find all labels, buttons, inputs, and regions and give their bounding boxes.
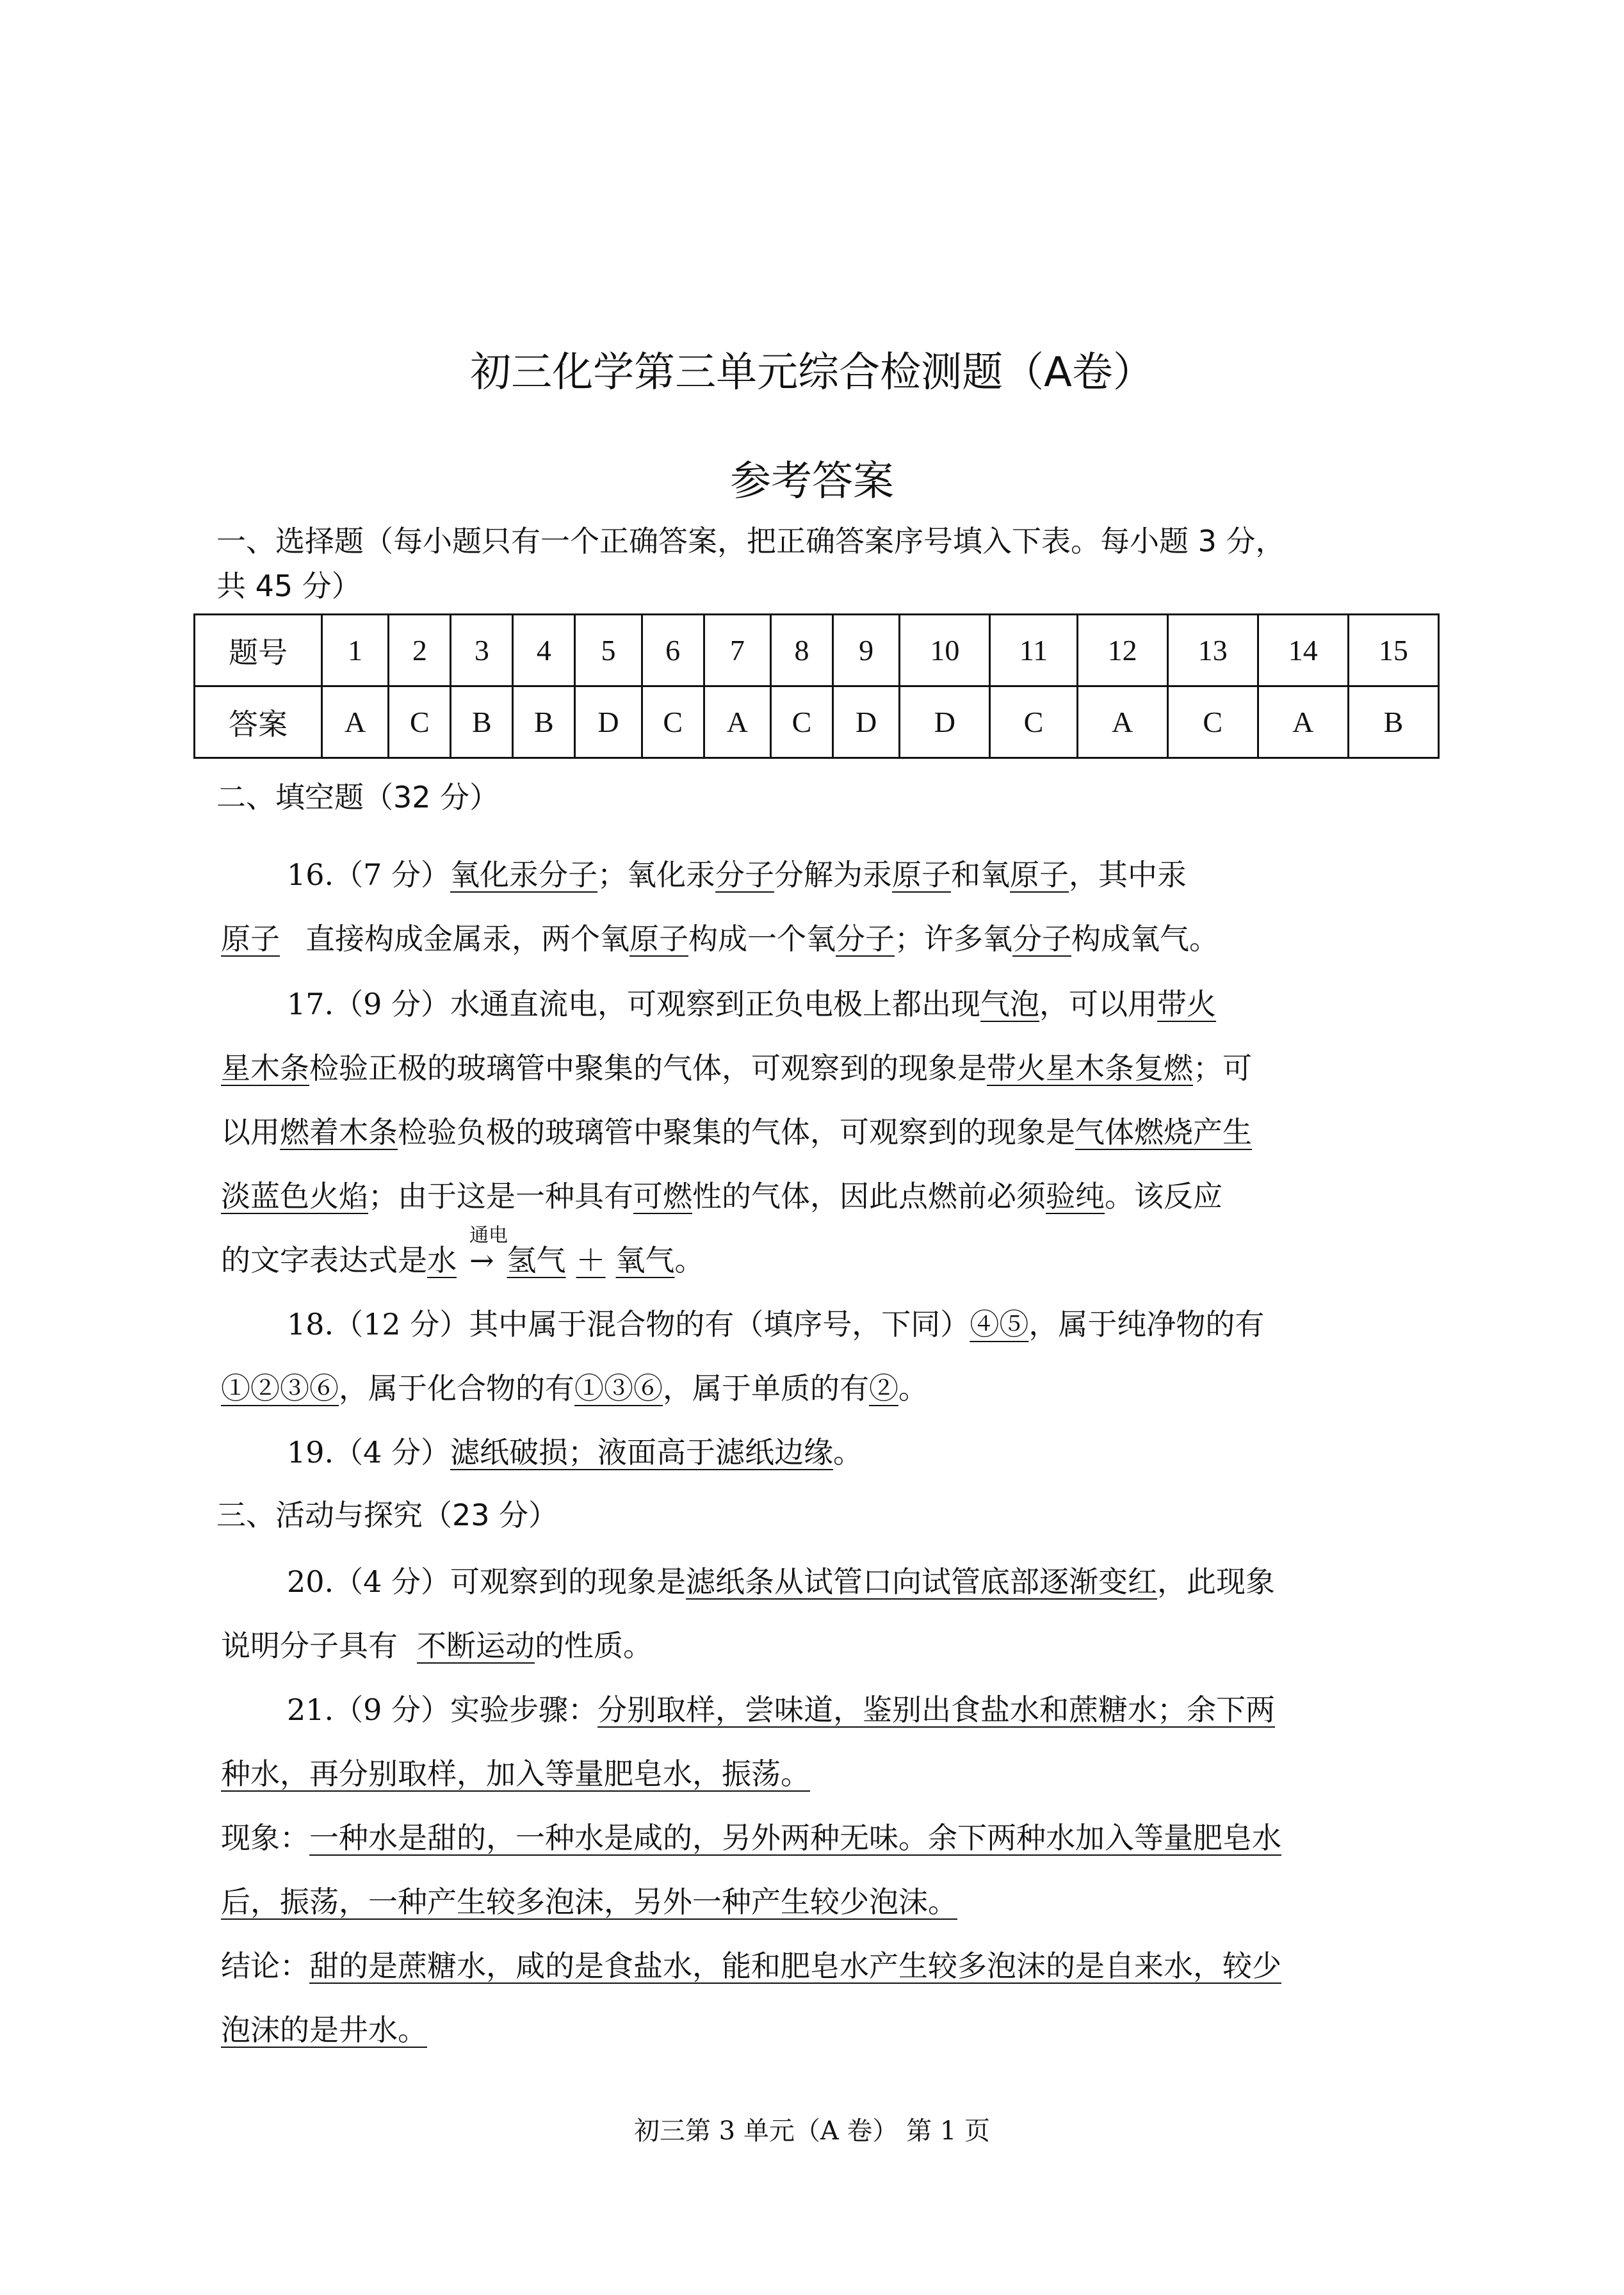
table-cell-answer: A bbox=[704, 686, 770, 758]
q17-line5: 的文字表达式是水 通电 → 氢气 ＋ 氧气。 bbox=[221, 1241, 704, 1279]
q21-line5: 结论：甜的是蔗糖水，咸的是食盐水，能和肥皂水产生较多泡沫的是自来水，较少 bbox=[221, 1949, 1281, 1983]
answer-blank: 分子 bbox=[1012, 921, 1071, 956]
q19-line1: 19.（4 分）滤纸破损；液面高于滤纸边缘。 bbox=[287, 1435, 863, 1470]
answer-blank: 滤纸破损；液面高于滤纸边缘 bbox=[450, 1435, 834, 1470]
table-cell-answer: C bbox=[642, 686, 704, 758]
answer-blank: 带火星木条复燃 bbox=[987, 1051, 1193, 1085]
table-cell-number: 5 bbox=[575, 615, 642, 686]
answer-blank: 原子 bbox=[892, 857, 952, 892]
section1-heading-line2: 共 45 分） bbox=[216, 569, 361, 603]
table-cell-number: 9 bbox=[832, 615, 899, 686]
answer-blank: 种水，再分别取样，加入等量肥皂水，振荡。 bbox=[221, 1756, 810, 1791]
answer-blank: 原子 bbox=[1010, 857, 1069, 892]
q16-line1: 16.（7 分）氧化汞分子；氧化汞分子分解为汞原子和氧原子，其中汞 bbox=[287, 857, 1187, 892]
table-cell-number: 4 bbox=[513, 615, 575, 686]
table-cell-answer: D bbox=[900, 686, 990, 758]
row-label-number: 题号 bbox=[195, 615, 322, 686]
section1-heading-line1: 一、选择题（每小题只有一个正确答案，把正确答案序号填入下表。每小题 3 分， bbox=[216, 524, 1285, 558]
word-equation: 水 通电 → 氢气 ＋ 氧气 bbox=[427, 1243, 675, 1277]
table-cell-answer: C bbox=[1167, 686, 1258, 758]
table-row-numbers bbox=[195, 615, 1439, 686]
table-cell-number: 7 bbox=[704, 615, 770, 686]
table-cell-number: 15 bbox=[1348, 615, 1438, 686]
answer-blank: ② bbox=[869, 1371, 898, 1406]
section2-heading: 二、填空题（32 分） bbox=[216, 780, 499, 815]
table-cell-number: 11 bbox=[990, 615, 1077, 686]
answer-blank: 泡沫的是井水。 bbox=[221, 2013, 427, 2047]
table-cell-answer: B bbox=[513, 686, 575, 758]
answer-blank: 不断运动 bbox=[417, 1628, 535, 1663]
answer-blank: ④⑤ bbox=[970, 1307, 1029, 1342]
table-cell-answer: A bbox=[1258, 686, 1348, 758]
table-cell-answer: A bbox=[1077, 686, 1167, 758]
table-cell-number: 13 bbox=[1167, 615, 1258, 686]
table-cell-answer: D bbox=[832, 686, 899, 758]
answer-blank: 分别取样，尝味道，鉴别出食盐水和蔗糖水；余下两 bbox=[597, 1692, 1276, 1727]
answer-blank: 气泡 bbox=[980, 987, 1040, 1021]
q21-line4 bbox=[221, 1883, 957, 1921]
answer-blank: 可燃 bbox=[633, 1179, 692, 1213]
answer-blank: 原子 bbox=[221, 921, 280, 956]
answer-blank: 滤纸条从试管口向试管底部逐渐变红 bbox=[686, 1564, 1158, 1599]
q21-line2 bbox=[221, 1755, 810, 1793]
answer-blank: 气体燃烧产生 bbox=[1075, 1115, 1252, 1149]
table-cell-number: 10 bbox=[900, 615, 990, 686]
section3-heading: 三、活动与探究（23 分） bbox=[216, 1498, 558, 1532]
page-title: 初三化学第三单元综合检测题（A卷） bbox=[470, 349, 1154, 396]
table-cell-number: 1 bbox=[322, 615, 389, 686]
page-footer: 初三第 3 单元（A 卷） 第 1 页 bbox=[633, 2116, 991, 2146]
q20-line2: 说明分子具有 不断运动的性质。 bbox=[221, 1628, 653, 1663]
q16-line2: 原子 直接构成金属汞，两个氧原子构成一个氧分子；许多氧分子构成氧气。 bbox=[221, 921, 1219, 956]
answer-table bbox=[193, 613, 1440, 759]
q21-line3: 现象：一种水是甜的，一种水是咸的，另外两种无味。余下两种水加入等量肥皂水 bbox=[221, 1821, 1281, 1855]
q21-line1: 21.（9 分）实验步骤：分别取样，尝味道，鉴别出食盐水和蔗糖水；余下两 bbox=[287, 1692, 1276, 1727]
answer-blank: 燃着木条 bbox=[280, 1115, 398, 1149]
table-cell-answer: B bbox=[1348, 686, 1438, 758]
table-row-answers bbox=[195, 686, 1439, 758]
page-subtitle: 参考答案 bbox=[730, 458, 894, 505]
q17-line3: 以用燃着木条检验负极的玻璃管中聚集的气体，可观察到的现象是气体燃烧产生 bbox=[221, 1115, 1252, 1149]
q17-line1: 17.（9 分）水通直流电，可观察到正负电极上都出现气泡，可以用带火 bbox=[287, 987, 1217, 1021]
answer-blank: 淡蓝色火焰 bbox=[221, 1179, 368, 1213]
table-cell-answer: C bbox=[389, 686, 451, 758]
q20-line1: 20.（4 分）可观察到的现象是滤纸条从试管口向试管底部逐渐变红，此现象 bbox=[287, 1564, 1276, 1599]
table-cell-number: 6 bbox=[642, 615, 704, 686]
q17-line4: 淡蓝色火焰；由于这是一种具有可燃性的气体，因此点燃前必须验纯。该反应 bbox=[221, 1179, 1222, 1213]
answer-blank: 氧化汞分子 bbox=[450, 857, 598, 892]
table-cell-answer: A bbox=[322, 686, 389, 758]
q21-line6 bbox=[221, 2011, 427, 2049]
table-cell-number: 8 bbox=[770, 615, 832, 686]
table-cell-answer: C bbox=[770, 686, 832, 758]
answer-blank: 带火 bbox=[1157, 987, 1217, 1021]
answer-blank: ①③⑥ bbox=[574, 1371, 663, 1406]
q18-line1: 18.（12 分）其中属于混合物的有（填序号，下同）④⑤，属于纯净物的有 bbox=[287, 1307, 1265, 1342]
table-cell-answer: B bbox=[451, 686, 513, 758]
answer-blank: 验纯 bbox=[1046, 1179, 1105, 1213]
reaction-condition: 通电 bbox=[469, 1224, 508, 1247]
table-cell-number: 12 bbox=[1077, 615, 1167, 686]
table-cell-number: 14 bbox=[1258, 615, 1348, 686]
answer-blank: 分子 bbox=[715, 857, 775, 892]
answer-blank: 原子 bbox=[629, 921, 688, 956]
q18-line2: ①②③⑥，属于化合物的有①③⑥，属于单质的有②。 bbox=[221, 1371, 928, 1406]
answer-blank: 一种水是甜的，一种水是咸的，另外两种无味。余下两种水加入等量肥皂水 bbox=[309, 1821, 1281, 1855]
answer-blank: ①②③⑥ bbox=[221, 1371, 339, 1406]
table-cell-answer: C bbox=[990, 686, 1077, 758]
row-label-answer: 答案 bbox=[195, 686, 322, 758]
answer-blank: 甜的是蔗糖水，咸的是食盐水，能和肥皂水产生较多泡沫的是自来水，较少 bbox=[309, 1949, 1281, 1983]
answer-blank: 分子 bbox=[836, 921, 895, 956]
table-cell-answer: D bbox=[575, 686, 642, 758]
answer-blank: 后，振荡，一种产生较多泡沫，另外一种产生较少泡沫。 bbox=[221, 1885, 957, 1919]
table-cell-number: 2 bbox=[389, 615, 451, 686]
answer-blank: 星木条 bbox=[221, 1051, 309, 1085]
q17-line2: 星木条检验正极的玻璃管中聚集的气体，可观察到的现象是带火星木条复燃；可 bbox=[221, 1051, 1252, 1085]
reaction-arrow: 通电 → bbox=[469, 1241, 494, 1279]
table-cell-number: 3 bbox=[451, 615, 513, 686]
